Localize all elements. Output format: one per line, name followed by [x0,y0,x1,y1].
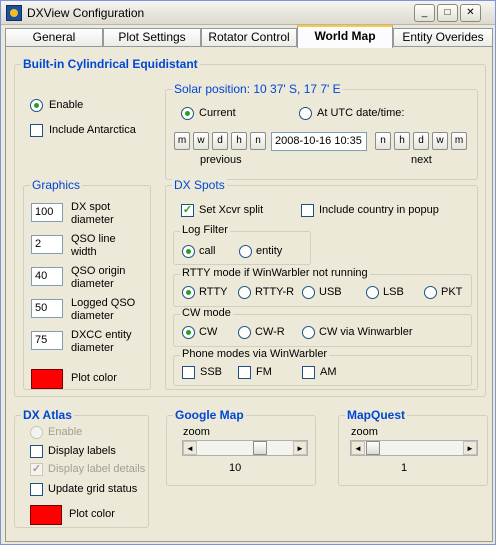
google-map-zoom-label: zoom [183,426,210,438]
dx-spot-diameter-label: DX spot diameter [71,201,114,226]
google-map-zoom-right-arrow[interactable]: ► [293,441,307,455]
log-filter-call-radio[interactable] [182,245,195,258]
projection-group-title: Built-in Cylindrical Equidistant [23,57,198,71]
prev-minute-button[interactable]: n [250,132,266,150]
ssb-checkbox[interactable] [182,366,195,379]
google-map-zoom-slider[interactable] [182,440,308,456]
utc-time-radio[interactable] [299,107,312,120]
log-filter-entity-label: entity [256,245,283,257]
lsb-radio[interactable] [366,286,379,299]
dxcc-entity-diameter-input[interactable]: 75 [31,331,63,350]
display-labels-checkbox[interactable] [30,445,43,458]
prev-day-button[interactable]: d [212,132,228,150]
tab-world-map[interactable]: World Map [297,25,393,48]
fm-label: FM [256,366,272,378]
rtty-radio[interactable] [182,286,195,299]
update-grid-status-label: Update grid status [48,483,138,495]
display-labels-label: Display labels [48,445,116,457]
current-radio[interactable] [181,107,194,120]
solar-position-title: Solar position: 10 37' S, 17 7' E [174,82,341,96]
tab-rotator-control[interactable]: Rotator Control [201,28,297,46]
log-filter-call-label: call [199,245,216,257]
plot-color-swatch[interactable] [31,369,63,389]
next-week-button[interactable]: w [432,132,448,150]
window-title: DXView Configuration [27,6,145,20]
cw-via-winwarbler-radio[interactable] [302,326,315,339]
ssb-label: SSB [200,366,223,378]
plot-color-label: Plot color [71,372,117,384]
qso-origin-diameter-label: QSO origin diameter [71,265,126,290]
projection-group [14,57,486,397]
log-filter-group [173,224,311,265]
prev-week-button[interactable]: w [193,132,209,150]
cw-mode-title: CW mode [182,307,231,319]
rtty-label: RTTY [199,286,228,298]
datetime-field[interactable]: 2008-10-16 10:35 [271,132,367,151]
update-grid-status-checkbox[interactable] [30,483,43,496]
current-label: Current [199,107,236,119]
dx-atlas-plot-color-swatch[interactable] [30,505,62,525]
mapquest-zoom-thumb[interactable] [366,441,380,455]
next-day-button[interactable]: d [413,132,429,150]
cw-radio[interactable] [182,326,195,339]
cw-r-radio[interactable] [238,326,251,339]
enable-label: Enable [49,99,84,111]
fm-checkbox[interactable] [238,366,251,379]
dxcc-entity-diameter-label: DXCC entity diameter [71,329,132,354]
rtty-r-radio[interactable] [238,286,251,299]
cw-label: CW [199,326,218,338]
tab-plot-settings[interactable]: Plot Settings [103,28,201,46]
logged-qso-diameter-input[interactable]: 50 [31,299,63,318]
dx-atlas-enable-label: Enable [48,426,83,438]
tab-entity-overides[interactable]: Entity Overides [393,28,493,46]
dx-atlas-group [14,408,149,528]
dxview-app-icon [6,5,22,21]
enable-radio[interactable] [30,99,43,112]
mapquest-group [338,408,488,486]
dx-atlas-title: DX Atlas [23,408,72,422]
solar-position-group [165,82,478,180]
qso-line-width-input[interactable]: 2 [31,235,63,254]
include-antarctica-label: Include Antarctica [49,124,136,136]
dx-atlas-enable-radio[interactable] [30,426,43,439]
next-hour-button[interactable]: h [394,132,410,150]
set-xcvr-split-checkbox[interactable]: ✓ [182,204,193,216]
set-xcvr-split-label: Set Xcvr split [199,204,264,216]
previous-label: previous [200,154,242,166]
prev-hour-button[interactable]: h [231,132,247,150]
utc-time-label: At UTC date/time: [317,107,405,119]
title-bar [1,1,495,25]
dx-spots-title: DX Spots [174,178,225,192]
google-map-zoom-left-arrow[interactable]: ◄ [183,441,197,455]
close-button[interactable]: ✕ [460,4,481,22]
usb-label: USB [319,286,342,298]
mapquest-title: MapQuest [347,408,406,422]
am-checkbox[interactable] [302,366,315,379]
pkt-radio[interactable] [424,286,437,299]
rtty-mode-title: RTTY mode if WinWarbler not running [182,267,368,279]
cw-r-label: CW-R [255,326,285,338]
next-minute-button[interactable]: n [375,132,391,150]
mapquest-zoom-label: zoom [351,426,378,438]
include-country-label: Include country in popup [319,204,439,216]
google-map-zoom-value: 10 [229,462,242,474]
minimize-button[interactable]: _ [414,4,435,22]
mapquest-zoom-left-arrow[interactable]: ◄ [351,441,365,455]
phone-modes-group [173,348,472,386]
logged-qso-diameter-label: Logged QSO diameter [71,297,136,322]
phone-modes-title: Phone modes via WinWarbler [182,348,328,360]
world-map-panel [5,46,493,542]
dx-atlas-plot-color-label: Plot color [69,508,115,520]
google-map-zoom-thumb[interactable] [253,441,267,455]
include-country-checkbox[interactable] [301,204,314,217]
display-label-details-label: Display label details [48,463,146,475]
log-filter-entity-radio[interactable] [239,245,252,258]
rtty-mode-group [173,267,472,307]
include-antarctica-checkbox[interactable] [30,124,43,137]
google-map-title: Google Map [175,408,244,422]
graphics-group [23,178,151,390]
rtty-r-label: RTTY-R [255,286,295,298]
tab-general[interactable]: General [5,28,103,46]
dx-spots-group [165,178,478,390]
maximize-button[interactable]: □ [437,4,458,22]
pkt-label: PKT [441,286,463,298]
cw-mode-group [173,307,472,347]
mapquest-zoom-slider[interactable] [350,440,478,456]
usb-radio[interactable] [302,286,315,299]
google-map-group [166,408,316,486]
lsb-label: LSB [383,286,404,298]
qso-line-width-label: QSO line width [71,233,116,258]
log-filter-title: Log Filter [182,224,228,236]
cw-via-winwarbler-label: CW via Winwarbler [319,326,413,338]
display-label-details-checkbox[interactable]: ✓ [31,463,42,475]
next-month-button[interactable]: m [451,132,467,150]
prev-month-button[interactable]: m [174,132,190,150]
am-label: AM [320,366,337,378]
qso-origin-diameter-input[interactable]: 40 [31,267,63,286]
mapquest-zoom-value: 1 [401,462,408,474]
mapquest-zoom-right-arrow[interactable]: ► [463,441,477,455]
dx-spot-diameter-input[interactable]: 100 [31,203,63,222]
graphics-title: Graphics [32,178,81,192]
next-label: next [411,154,432,166]
